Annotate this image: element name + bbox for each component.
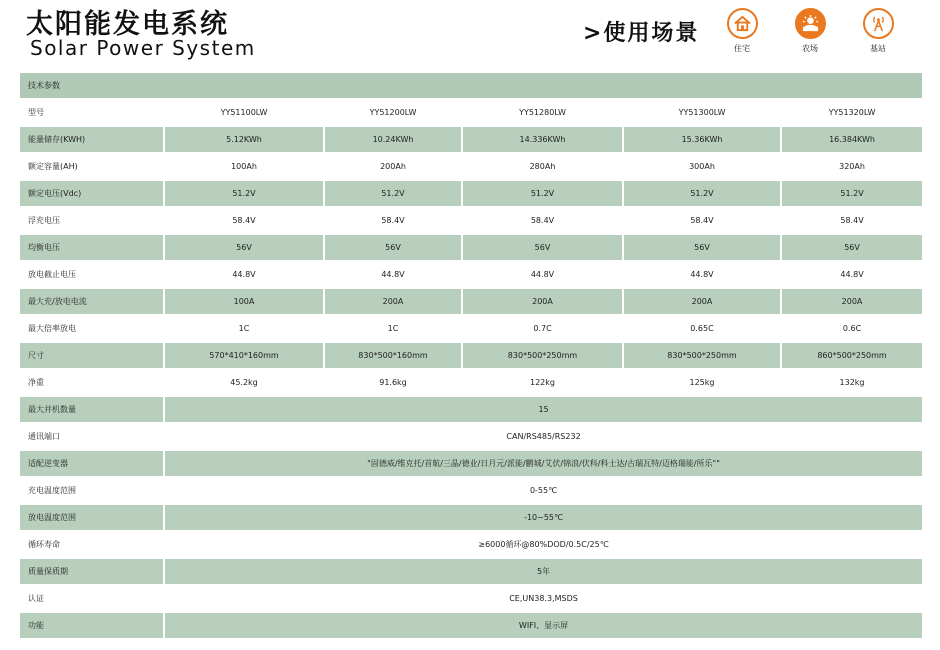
model-cell: YY51100LW — [163, 100, 323, 125]
spec-cell: 14.336KWh — [461, 127, 622, 152]
spec-cell: 830*500*160mm — [323, 343, 461, 368]
scene-residential — [718, 8, 766, 54]
spec-cell: 44.8V — [461, 262, 622, 287]
spec-row — [20, 370, 922, 395]
spec-cell: 44.8V — [163, 262, 323, 287]
spec-cell: 132kg — [780, 370, 922, 395]
spec-cell: 200A — [323, 289, 461, 314]
spec-cell: 0.6C — [780, 316, 922, 341]
spec-cell: "固德威/维克托/首航/三晶/德业/日月元/派能/鹏城/艾伏/锦浪/伏科/科士达/古瑞瓦特/迈格瑞能/所乐"" — [163, 451, 922, 476]
row-label: 功能 — [20, 613, 163, 638]
spec-cell: 125kg — [622, 370, 780, 395]
spec-cell: 280Ah — [461, 154, 622, 179]
spec-cell: 122kg — [461, 370, 622, 395]
row-label: 额定电压(Vdc) — [20, 181, 163, 206]
spec-cell: 51.2V — [163, 181, 323, 206]
scenes-heading: >使用场景 — [583, 21, 700, 46]
model-cell: YY51280LW — [461, 100, 622, 125]
row-label: 额定容量(AH) — [20, 154, 163, 179]
row-label: 均衡电压 — [20, 235, 163, 260]
row-label: 浮充电压 — [20, 208, 163, 233]
spec-row — [20, 586, 922, 611]
spec-cell: 58.4V — [163, 208, 323, 233]
page-title-cn: 太阳能发电系统 — [26, 9, 229, 40]
house-icon — [727, 8, 758, 39]
spec-cell: 44.8V — [780, 262, 922, 287]
spec-cell: 51.2V — [461, 181, 622, 206]
spec-table — [20, 71, 922, 640]
spec-cell: 1C — [323, 316, 461, 341]
row-label: 放电截止电压 — [20, 262, 163, 287]
row-label: 放电温度范围 — [20, 505, 163, 530]
spec-cell: 58.4V — [323, 208, 461, 233]
scene-farm — [786, 8, 834, 54]
scene-label: 基站 — [870, 44, 886, 53]
spec-row — [20, 613, 922, 638]
spec-cell: 200Ah — [323, 154, 461, 179]
spec-cell: 51.2V — [780, 181, 922, 206]
spec-row — [20, 424, 922, 449]
scene-base-station — [854, 8, 902, 54]
spec-cell: ≥6000循环@80%DOD/0.5C/25℃ — [163, 532, 922, 557]
spec-row — [20, 505, 922, 530]
spec-row — [20, 532, 922, 557]
scene-label: 住宅 — [734, 44, 750, 53]
spec-cell: WIFI、显示屏 — [163, 613, 922, 638]
model-cell: YY51200LW — [323, 100, 461, 125]
section-header-row — [20, 73, 922, 98]
spec-cell: 1C — [163, 316, 323, 341]
model-cell: YY51320LW — [780, 100, 922, 125]
spec-cell: 320Ah — [780, 154, 922, 179]
spec-row — [20, 262, 922, 287]
row-label: 适配逆变器 — [20, 451, 163, 476]
spec-cell: 56V — [622, 235, 780, 260]
spec-cell: 51.2V — [323, 181, 461, 206]
row-label: 认证 — [20, 586, 163, 611]
spec-cell: 58.4V — [780, 208, 922, 233]
spec-cell: 56V — [323, 235, 461, 260]
row-label: 循环寿命 — [20, 532, 163, 557]
spec-row — [20, 397, 922, 422]
model-row — [20, 100, 922, 125]
row-label: 通讯端口 — [20, 424, 163, 449]
spec-cell: 45.2kg — [163, 370, 323, 395]
model-cell: YY51300LW — [622, 100, 780, 125]
spec-cell: 10.24KWh — [323, 127, 461, 152]
spec-cell: 0.65C — [622, 316, 780, 341]
spec-row — [20, 235, 922, 260]
row-label: 最大倍率放电 — [20, 316, 163, 341]
spec-row — [20, 127, 922, 152]
spec-cell: 15 — [163, 397, 922, 422]
row-label: 型号 — [20, 100, 163, 125]
spec-cell: 56V — [461, 235, 622, 260]
spec-cell: 91.6kg — [323, 370, 461, 395]
spec-row — [20, 289, 922, 314]
spec-cell: 56V — [163, 235, 323, 260]
spec-cell: 5年 — [163, 559, 922, 584]
spec-row — [20, 208, 922, 233]
spec-cell: 860*500*250mm — [780, 343, 922, 368]
row-label: 质量保质期 — [20, 559, 163, 584]
spec-row — [20, 343, 922, 368]
spec-cell: 58.4V — [622, 208, 780, 233]
spec-row — [20, 154, 922, 179]
row-label: 最大并机数量 — [20, 397, 163, 422]
spec-cell: 15.36KWh — [622, 127, 780, 152]
row-label: 能量储存(KWH) — [20, 127, 163, 152]
spec-cell: 0-55℃ — [163, 478, 922, 503]
spec-row — [20, 181, 922, 206]
spec-cell: CE,UN38.3,MSDS — [163, 586, 922, 611]
page-title-en: Solar Power System — [30, 36, 256, 60]
spec-cell: 100A — [163, 289, 323, 314]
spec-cell: 0.7C — [461, 316, 622, 341]
spec-row — [20, 451, 922, 476]
spec-cell: 830*500*250mm — [622, 343, 780, 368]
spec-cell: 16.384KWh — [780, 127, 922, 152]
farm-icon — [795, 8, 826, 39]
section-title: 技术参数 — [20, 73, 922, 98]
scene-label: 农场 — [802, 44, 818, 53]
spec-cell: 200A — [622, 289, 780, 314]
row-label: 最大充/放电电流 — [20, 289, 163, 314]
spec-cell: 44.8V — [622, 262, 780, 287]
spec-cell: CAN/RS485/RS232 — [163, 424, 922, 449]
row-label: 净重 — [20, 370, 163, 395]
spec-cell: 570*410*160mm — [163, 343, 323, 368]
spec-cell: 5.12KWh — [163, 127, 323, 152]
row-label: 尺寸 — [20, 343, 163, 368]
spec-cell: 51.2V — [622, 181, 780, 206]
spec-cell: 56V — [780, 235, 922, 260]
spec-cell: 200A — [461, 289, 622, 314]
spec-cell: 830*500*250mm — [461, 343, 622, 368]
spec-cell: 200A — [780, 289, 922, 314]
spec-cell: 58.4V — [461, 208, 622, 233]
antenna-icon — [863, 8, 894, 39]
row-label: 充电温度范围 — [20, 478, 163, 503]
spec-cell: 100Ah — [163, 154, 323, 179]
spec-cell: 44.8V — [323, 262, 461, 287]
spec-row — [20, 559, 922, 584]
spec-cell: -10~55℃ — [163, 505, 922, 530]
spec-cell: 300Ah — [622, 154, 780, 179]
spec-row — [20, 478, 922, 503]
spec-row — [20, 316, 922, 341]
